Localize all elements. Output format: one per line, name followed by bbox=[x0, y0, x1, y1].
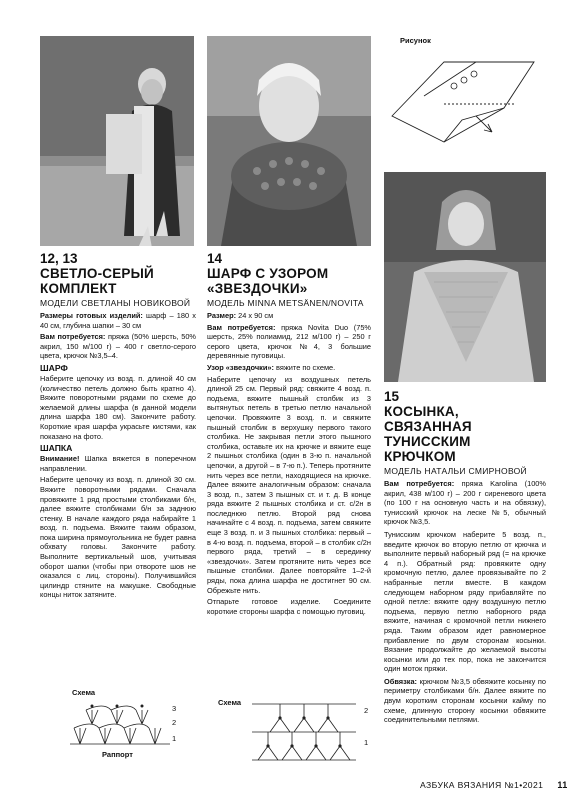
pattern-text: вяжите по схеме. bbox=[273, 362, 336, 372]
pattern-paragraph bbox=[207, 363, 371, 373]
model-number: 12, 13 bbox=[40, 251, 78, 266]
scheme-stars-diagram bbox=[248, 700, 360, 764]
model-author: МОДЕЛЬ MINNA METSÄNEN/NOVITA bbox=[207, 298, 364, 308]
edging-text: крючком №3,5 обвяжите косынку по периметру столбиками б/н. Далее вяжите по двум коротким сторонам косынки кайму по схеме, длинную сторону косынки обвяжите соединительными петлями. bbox=[384, 676, 546, 725]
size-paragraph bbox=[207, 311, 371, 321]
scarf-instructions: Наберите цепочку из воздушных петель длиной 25 см. Первый ряд: свяжите 4 возд. п. подъема, вяжите пышный столбик из 3 вытянутых петель в третью петлю начальной цепочки. Провяжите 3 возд. п. и свяжите пышный столбик в верхушку первого такого столбика. Не закрывая петли этого пышного столбика, оставьте их на крючке и вяжите еще 2 пышных столбика (один в 3-ю п. начальной цепочки, а другой – в 7-ю п.). Теперь протяните нить через все петли, находящиеся на крючке. Далее вяжите аналогичным образом: сначала 3 возд. п., затем 3 пышных ст. и т. д. В конце ряда вяжите 2 пышных столбика и ст. с/2н в последнюю петлю. Второй ряд снова начинайте с 4 возд. п. подъема, затем свяжите еще 3 возд. п. и 3 пышных столбика: первый – в 4-ю возд. п. подъема, второй – в столбик с/2н первого ряда, третий – в серединку «звездочки». Затем протяните нить через все пышные столбики. Далее повторяйте 1–2-й ряды, пока длина шарфа не достигнет 90 см. Обрежьте нить. bbox=[207, 374, 371, 595]
photo-gray-set-image bbox=[40, 36, 194, 246]
edging-paragraph bbox=[384, 677, 546, 725]
pattern-label: Узор «звездочки»: bbox=[207, 362, 274, 372]
scheme-scarf bbox=[60, 688, 180, 760]
row-number-2: 2 bbox=[364, 706, 369, 715]
scarf-instructions: Наберите цепочку из возд. п. длиной 40 см (количество петель должно быть кратно 4). Вяжите поворотными рядами по схеме до желаемой длины шарфа (в данной модели длина шарфа 180 см). Закончите работу. Короткие края шарфа украсьте кистями, как показано на фото. bbox=[40, 373, 196, 441]
model-title-line2: ТУНИССКИМ КРЮЧКОМ bbox=[384, 434, 471, 464]
model-title-line2: «ЗВЕЗДОЧКИ» bbox=[207, 281, 308, 296]
figure-scarf-diagram bbox=[384, 46, 544, 164]
scheme-label: Схема bbox=[72, 688, 96, 697]
edging-label: Обвязка: bbox=[384, 676, 418, 686]
row-number-3: 3 bbox=[172, 704, 177, 713]
materials-text: пряжа Novita Duo (75% шерсть, 25% полиамид, 212 м/100 г) – 250 г серого цвета, крючок №4, 3 большие деревянные пуговицы. bbox=[207, 322, 371, 361]
photo-gray-set bbox=[40, 36, 194, 246]
materials-label: Вам потребуется: bbox=[40, 332, 106, 342]
materials-paragraph bbox=[207, 323, 371, 361]
model-number: 15 bbox=[384, 389, 400, 404]
model-title-line2: КОМПЛЕКТ bbox=[40, 281, 117, 296]
shawl-instructions: Тунисским крючком наберите 5 возд. п., введите крючок во вторую петлю от крючка и выполните первый наборный ряд (= на крючке 4 п.). Обратный ряд: провяжите одну кромочную петлю, далее провязывайте по 2 набранные петли вместе. В каждом следующем наборном ряду прибавляйте по одной петле: вяжите одну воздушную петлю подъема, первую петлю наборного ряда вяжите, начиная с кромочной петли нижнего ряда. Таким образом идет равномерное прибавление по двум сторонам косынки. Вязание продолжайте до желаемой высоты косынки или до тех пор, пока не закончится один моток пряжи. bbox=[384, 529, 546, 674]
materials-text: пряжа (50% шерсть, 50% акрил, 150 м/100 г) – 400 г светло-серого цвета, крючок №3,5–4. bbox=[40, 332, 197, 361]
row-number-1: 1 bbox=[364, 738, 369, 747]
figure-label: Рисунок bbox=[400, 36, 431, 45]
scheme-label: Схема bbox=[218, 698, 242, 707]
figure-drawing bbox=[384, 36, 544, 164]
rapport-label: Раппорт bbox=[102, 750, 133, 759]
materials-label: Вам потребуется: bbox=[384, 479, 455, 488]
attention-text: Шапка вяжется в поперечном направлении. bbox=[40, 454, 196, 473]
col3-text bbox=[384, 390, 546, 725]
col1-text bbox=[40, 252, 196, 600]
sizes-label: Размеры готовых изделий: bbox=[40, 311, 143, 320]
row-number-1: 1 bbox=[172, 734, 177, 743]
model-title-line1: ШАРФ С УЗОРОМ bbox=[207, 266, 329, 281]
photo-tunisian-shawl bbox=[384, 172, 546, 382]
hat-instructions: Наберите цепочку из возд. п. длиной 30 см. Вяжите поворотными рядами. Сначала провяжите 1 ряд простыми столбиками б/н, далее вяжите столбиками б/н за заднюю стенку. В начале каждого ряда набирайте 1 возд. п. подъема. Вяжите таким образом, пока ширина прямоугольника не будет равна обхвату головы. Закончите работу. Выполните вертикальный шов, учитывая оборот шапки (чтобы при отвороте шов не оказался с лиц. стороны). Получившийся цилиндр стяните на макушке. Свободные концы ниток затяните. bbox=[40, 475, 196, 600]
materials-label: Вам потребуется: bbox=[207, 322, 276, 332]
photo-star-scarf-image bbox=[207, 36, 371, 246]
model-author: МОДЕЛЬ НАТАЛЬИ СМИРНОВОЙ bbox=[384, 466, 527, 476]
page-number: 11 bbox=[557, 780, 568, 790]
row-number-2: 2 bbox=[172, 718, 177, 727]
section-heading-scarf: ШАРФ bbox=[40, 362, 68, 373]
materials-paragraph bbox=[384, 479, 546, 527]
scheme-scarf-diagram bbox=[60, 698, 180, 750]
page-footer bbox=[420, 780, 568, 790]
materials-paragraph bbox=[40, 332, 196, 361]
photo-star-scarf bbox=[207, 36, 371, 246]
model-number: 14 bbox=[207, 251, 223, 266]
attention-label: Внимание! bbox=[40, 454, 80, 464]
finishing-instructions: Отпарьте готовое изделие. Соедините короткие стороны шарфа с помощью пуговиц. bbox=[207, 597, 371, 616]
size-text: 24 х 90 см bbox=[236, 311, 274, 320]
attention-paragraph bbox=[40, 454, 196, 473]
model-title-line1: КОСЫНКА, СВЯЗАННАЯ bbox=[384, 404, 472, 434]
photo-tunisian-shawl-image bbox=[384, 172, 546, 382]
materials-text: пряжа Karolina (100% акрил, 438 м/100 г) – 200 г сиреневого цвета (по 100 г на основную часть и на обвязку), тунисский крючок на леске №5, обычный крючок №3,5. bbox=[384, 479, 546, 527]
magazine-name: АЗБУКА ВЯЗАНИЯ №1•2021 bbox=[420, 780, 544, 790]
size-label: Размер: bbox=[207, 311, 237, 320]
model-author: МОДЕЛИ СВЕТЛАНЫ НОВИКОВОЙ bbox=[40, 298, 191, 308]
sizes-paragraph bbox=[40, 311, 196, 330]
sizes-text: шарф – 180 х 40 см, глубина шапки – 30 см bbox=[40, 311, 196, 330]
model-title-line1: СВЕТЛО-СЕРЫЙ bbox=[40, 266, 154, 281]
scheme-stars bbox=[218, 698, 376, 770]
col2-text bbox=[207, 252, 371, 616]
section-heading-hat: ШАПКА bbox=[40, 443, 73, 454]
